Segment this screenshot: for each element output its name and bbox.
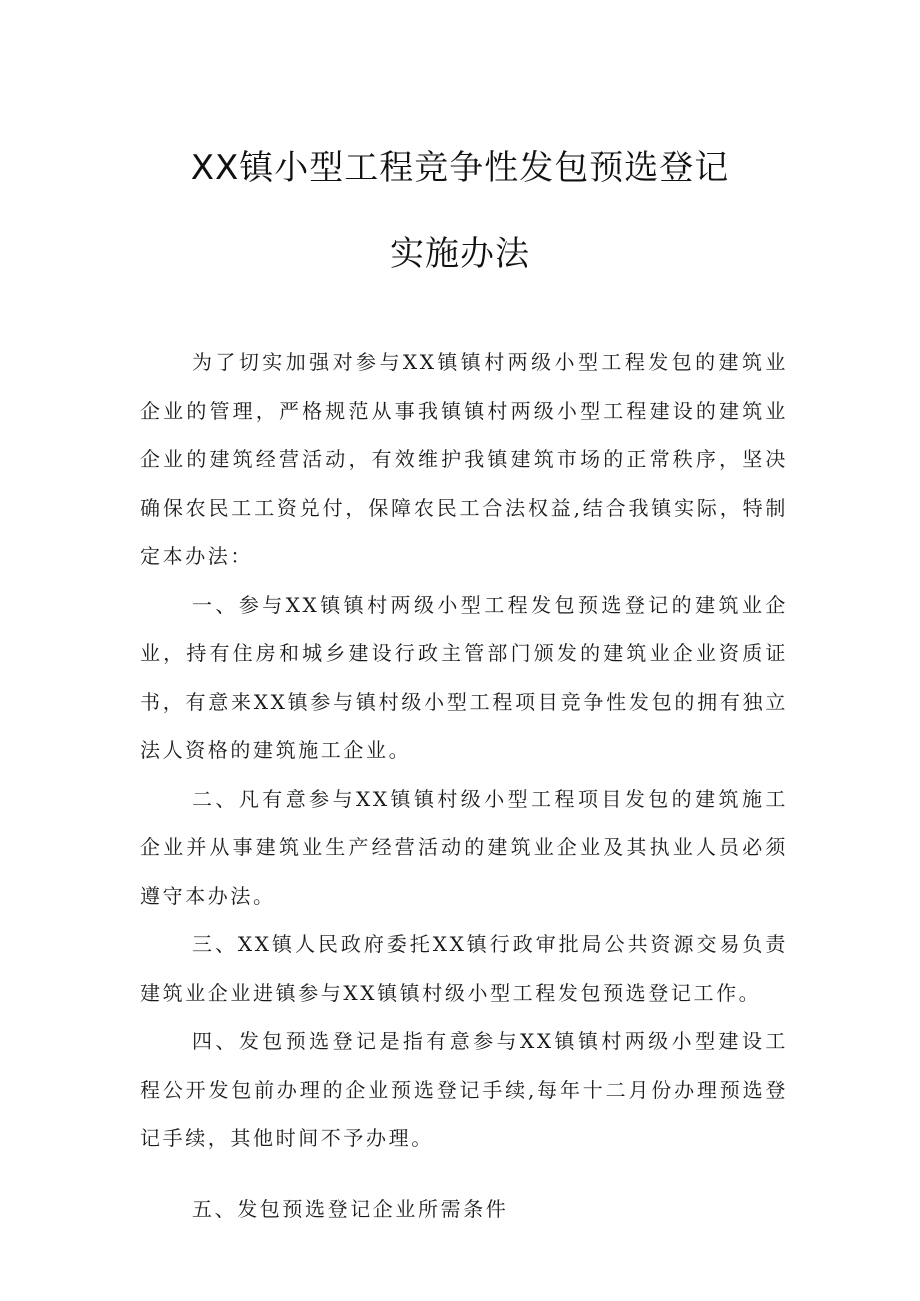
document-title-line-2: 实施办法 [390,234,530,274]
paragraph-article-1: 一、参与XX镇镇村两级小型工程发包预选登记的建筑业企业，持有住房和城乡建设行政主管部门颁发的建筑业企业资质证书，有意来XX镇参与镇村级小型工程项目竞争性发包的拥有独立法人资格的建筑施工企业。 [140,592,788,762]
paragraph-intro: 为了切实加强对参与XX镇镇村两级小型工程发包的建筑业企业的管理，严格规范从事我镇镇村两级小型工程建设的建筑业企业的建筑经营活动，有效维护我镇建筑市场的正常秩序，坚决确保农民工工资兑付，保障农民工合法权益,结合我镇实际，特制定本办法： [140,350,788,568]
paragraph-article-4: 四、发包预选登记是指有意参与XX镇镇村两级小型建设工程公开发包前办理的企业预选登记手续,每年十二月份办理预选登记手续，其他时间不予办理。 [140,1029,788,1150]
document-title-line-1: XX镇小型工程竞争性发包预选登记 [190,148,730,188]
document-body [140,338,788,1233]
paragraph-article-2: 二、凡有意参与XX镇镇村级小型工程项目发包的建筑施工企业并从事建筑业生产经营活动的建筑业企业及其执业人员必须遵守本办法。 [140,786,788,908]
paragraph-article-3: 三、XX镇人民政府委托XX镇行政审批局公共资源交易负责建筑业企业进镇参与XX镇镇村级小型工程发包预选登记工作。 [140,932,788,1005]
paragraph-article-5-heading: 五、发包预选登记企业所需条件 [192,1196,509,1221]
